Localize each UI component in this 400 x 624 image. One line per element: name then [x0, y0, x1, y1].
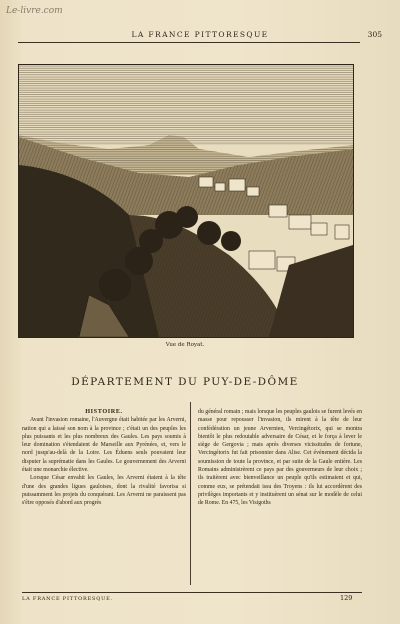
- footer-signature: LA FRANCE PITTORESQUE.: [22, 596, 113, 602]
- engraving-illustration: [18, 64, 354, 338]
- engraving-landscape-icon: [19, 65, 353, 337]
- subheading: HISTOIRE.: [85, 408, 123, 415]
- text-column-right: [198, 408, 362, 508]
- paragraph: Lorsque César envahit les Gaules, les Arverni étaient à la tête d'une des grandes ligues gauloises, dont la rivalité favorisa si puissamment les projets du conquérant. Les Arverni ne paraissent pas s'être opposés d'abord aux progrès: [22, 475, 186, 507]
- header-rule: [18, 42, 360, 43]
- section-title: DÉPARTEMENT DU PUY-DE-DÔME: [71, 376, 299, 388]
- page-number: 305: [367, 30, 382, 39]
- footer-number: 129: [340, 594, 353, 602]
- paragraph: du général romain ; mais lorsque les peuples gaulois se furent levés en masse pour repousser l'invasion, ils mirent à la tête de leur confédération un jeune Arvernien, Vercingétorix, qui se montra bientôt le plus redoutable adversaire de César, et le força à lever le siège de Gergovia ; mais après diverses vicissitudes de fortune, Vercingétorix fut fait prisonnier dans Alise. Cet événement décida la soumission de toute la province, et par suite de la Gaule entière. Les Romains administrèrent ce pays par des gouverneurs de leur choix ; ils traitèrent avec bienveillance un peuple qu'ils estimaient et qui, comme eux, se prétendait issu des Troyens : ils lui accordèrent des privilèges importants et y instituèrent un sénat sur le modèle de celui de Rome. En 475, les Visigoths: [198, 409, 362, 507]
- illustration-caption: Vue de Royat.: [165, 342, 205, 348]
- paragraph: Avant l'invasion romaine, l'Auvergne était habitée par les Arverni, nation qui a laissé son nom à la province ; c'était un des peuples les plus puissants et les plus nombreux des Gaules. Les pays soumis à leur domination s'étendaient de Marseille aux Pyrénées, et, vers le nord jusqu'au-delà de la Loire. Les Éduens seuls pouvaient leur disputer la suprématie dans les Gaules. Le gouvernement des Arverni était une monarchie élective.: [22, 417, 186, 474]
- footer-rule: [22, 592, 362, 593]
- text-column-left: [22, 408, 186, 508]
- running-title: LA FRANCE PITTORESQUE: [131, 30, 269, 39]
- column-divider: [190, 402, 191, 585]
- watermark-logo: Le-livre.com: [6, 6, 63, 16]
